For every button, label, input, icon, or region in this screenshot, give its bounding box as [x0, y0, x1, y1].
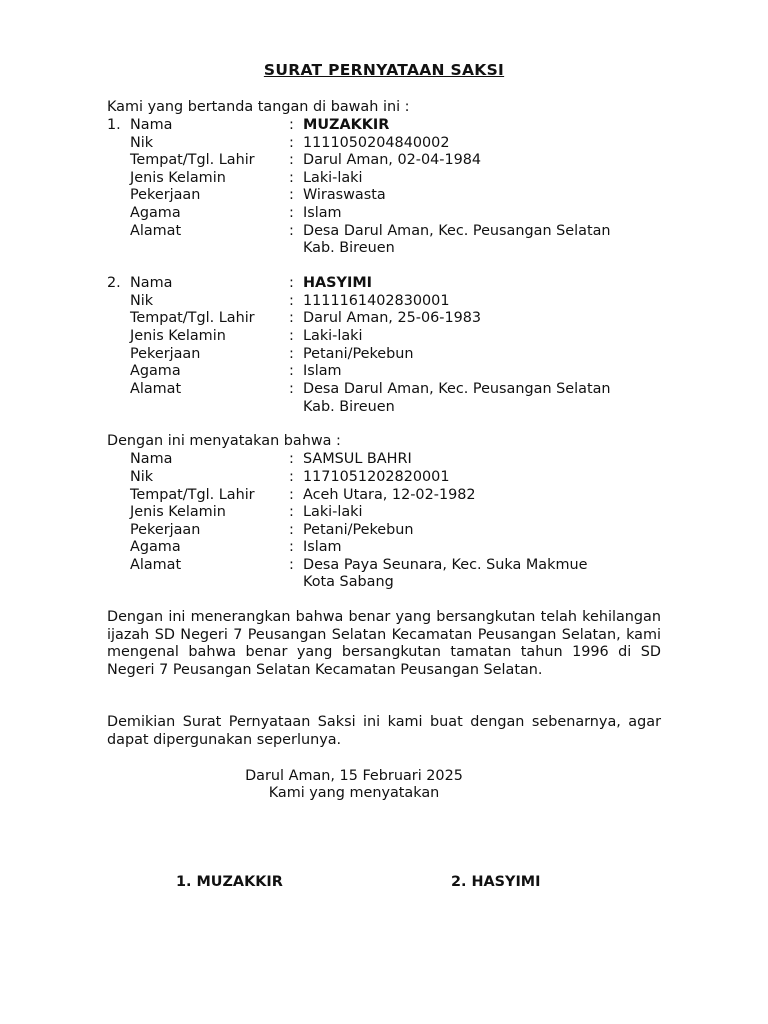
witness1-agama: Islam: [303, 205, 342, 221]
label-agama: Agama: [130, 539, 181, 555]
colon: :: [289, 135, 294, 151]
colon: :: [289, 487, 294, 503]
colon: :: [289, 504, 294, 520]
label-nama: Nama: [130, 117, 173, 133]
label-ttl: Tempat/Tgl. Lahir: [130, 310, 255, 326]
label-ttl: Tempat/Tgl. Lahir: [130, 152, 255, 168]
colon: :: [289, 187, 294, 203]
witness1-name: MUZAKKIR: [303, 117, 390, 133]
witness2-ttl: Darul Aman, 25-06-1983: [303, 310, 482, 326]
statement-intro: Dengan ini menyatakan bahwa :: [107, 433, 341, 449]
label-alamat: Alamat: [130, 223, 182, 239]
colon: :: [289, 451, 294, 467]
witness1-pekerjaan: Wiraswasta: [303, 187, 386, 203]
colon: :: [289, 328, 294, 344]
subject-name: SAMSUL BAHRI: [303, 451, 412, 467]
witness2-alamat-line2: Kab. Bireuen: [303, 399, 395, 415]
label-jk: Jenis Kelamin: [130, 504, 226, 520]
witness2-pekerjaan: Petani/Pekebun: [303, 346, 414, 362]
label-agama: Agama: [130, 363, 181, 379]
witness1-number: 1.: [107, 117, 121, 133]
subject-alamat: Desa Paya Seunara, Kec. Suka Makmue: [303, 557, 588, 573]
closing-text: Kami yang menyatakan: [268, 785, 440, 801]
place-date: Darul Aman, 15 Februari 2025: [245, 768, 463, 784]
colon: :: [289, 223, 294, 239]
document-title: SURAT PERNYATAAN SAKSI: [263, 61, 505, 79]
witness1-alamat-line2: Kab. Bireuen: [303, 240, 395, 256]
subject-pekerjaan: Petani/Pekebun: [303, 522, 414, 538]
intro-text: Kami yang bertanda tangan di bawah ini :: [107, 99, 410, 115]
witness2-number: 2.: [107, 275, 121, 291]
label-nik: Nik: [130, 135, 154, 151]
subject-agama: Islam: [303, 539, 342, 555]
colon: :: [289, 275, 294, 291]
colon: :: [289, 363, 294, 379]
label-pekerjaan: Pekerjaan: [130, 346, 201, 362]
label-nik: Nik: [130, 469, 154, 485]
subject-nik: 1171051202820001: [303, 469, 450, 485]
label-pekerjaan: Pekerjaan: [130, 522, 201, 538]
label-alamat: Alamat: [130, 557, 182, 573]
subject-ttl: Aceh Utara, 12-02-1982: [303, 487, 476, 503]
colon: :: [289, 170, 294, 186]
colon: :: [289, 557, 294, 573]
label-ttl: Tempat/Tgl. Lahir: [130, 487, 255, 503]
label-nama: Nama: [130, 275, 173, 291]
witness1-ttl: Darul Aman, 02-04-1984: [303, 152, 482, 168]
colon: :: [289, 205, 294, 221]
colon: :: [289, 539, 294, 555]
witness2-jk: Laki-laki: [303, 328, 363, 344]
colon: :: [289, 152, 294, 168]
witness1-alamat: Desa Darul Aman, Kec. Peusangan Selatan: [303, 223, 611, 239]
colon: :: [289, 346, 294, 362]
witness1-jk: Laki-laki: [303, 170, 363, 186]
colon: :: [289, 469, 294, 485]
colon: :: [289, 293, 294, 309]
subject-alamat-line2: Kota Sabang: [303, 574, 394, 590]
label-agama: Agama: [130, 205, 181, 221]
colon: :: [289, 522, 294, 538]
label-alamat: Alamat: [130, 381, 182, 397]
label-nama: Nama: [130, 451, 173, 467]
colon: :: [289, 310, 294, 326]
witness1-nik: 1111050204840002: [303, 135, 450, 151]
colon: :: [289, 381, 294, 397]
label-nik: Nik: [130, 293, 154, 309]
paragraph-explanation: Dengan ini menerangkan bahwa benar yang bersangkutan telah kehilangan ijazah SD Negeri 7 Peusangan Selatan Kecamatan Peusangan Selatan, kami mengenal bahwa benar yang bersangkutan tamatan tahun 1996 di SD Negeri 7 Peusangan Selatan Kecamatan Peusangan Selatan.: [107, 609, 661, 678]
witness2-nik: 1111161402830001: [303, 293, 450, 309]
signature-witness2: 2. HASYIMI: [451, 874, 541, 890]
paragraph-closing: Demikian Surat Pernyataan Saksi ini kami buat dengan sebenarnya, agar dapat dipergunakan seperlunya.: [107, 714, 661, 748]
colon: :: [289, 117, 294, 133]
witness2-agama: Islam: [303, 363, 342, 379]
subject-jk: Laki-laki: [303, 504, 363, 520]
label-pekerjaan: Pekerjaan: [130, 187, 201, 203]
signature-witness1: 1. MUZAKKIR: [176, 874, 283, 890]
witness2-name: HASYIMI: [303, 275, 372, 291]
label-jk: Jenis Kelamin: [130, 170, 226, 186]
witness2-alamat: Desa Darul Aman, Kec. Peusangan Selatan: [303, 381, 611, 397]
label-jk: Jenis Kelamin: [130, 328, 226, 344]
